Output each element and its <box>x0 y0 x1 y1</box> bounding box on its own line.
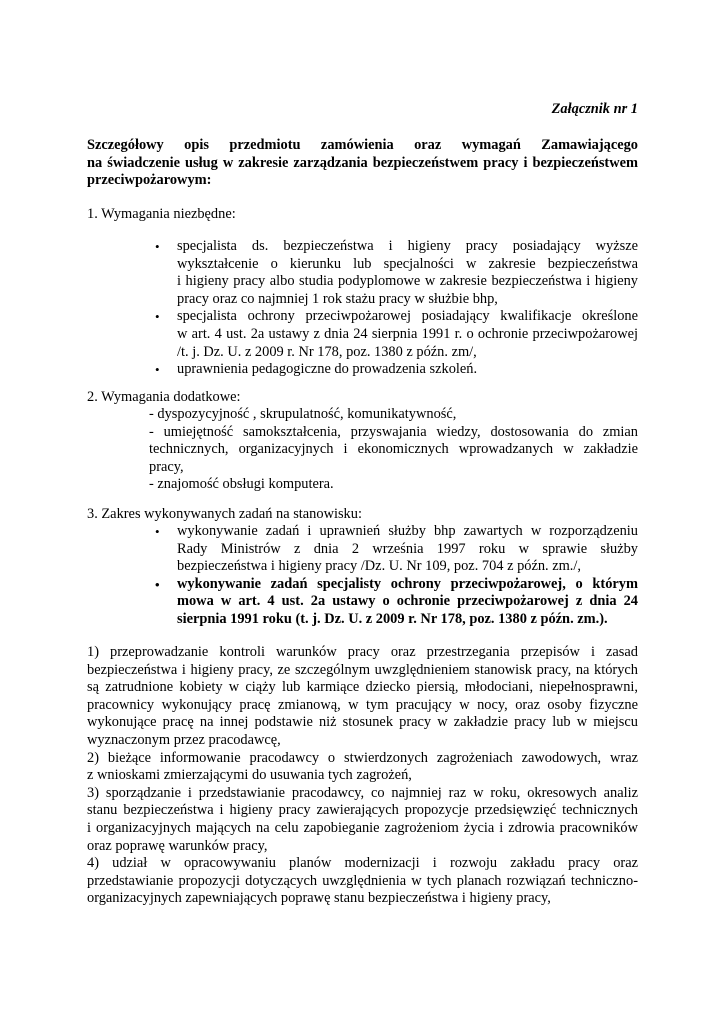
paragraph-line: wyznaczonym przez pracodawcę, <box>87 731 281 748</box>
list-item-line: bezpieczeństwa i higieny pracy /Dz. U. Nr 109, poz. 704 z późn. zm./, <box>177 558 582 575</box>
paragraph-line: z wnioskami zmierzającymi do usuwania tych zagrożeń, <box>87 767 412 784</box>
list-item-line: w art. 4 ust. 2a ustawy z dnia 24 sierpnia 1991 r. o ochronie przeciwpożarowej <box>177 325 638 342</box>
list-item <box>177 238 638 308</box>
section2-heading: 2. Wymagania dodatkowe: <box>87 389 241 405</box>
list-item-line: i higieny pracy albo studia podyplomowe w zakresie bezpieczeństwa i higieny <box>177 273 638 290</box>
section1-bullet-list <box>177 238 638 379</box>
paragraph-line: 4) udział w opracowywaniu planów modernizacji i rozwoju zakładu pracy oraz <box>87 855 638 872</box>
list-item <box>149 424 638 477</box>
list-item-line: - znajomość obsługi komputera. <box>149 476 334 493</box>
paragraph <box>87 785 638 855</box>
title-line: Szczegółowy opis przedmiotu zamówienia oraz wymagań Zamawiającego <box>87 137 638 153</box>
paragraph-line: organizacyjnych zapewniających poprawę stanu bezpieczeństwa i higieny pracy, <box>87 890 551 907</box>
paragraph-line: 1) przeprowadzanie kontroli warunków pracy oraz przestrzegania przepisów i zasad <box>87 644 638 660</box>
list-item <box>177 576 638 629</box>
list-item-line: • specjalista ds. bezpieczeństwa i higieny pracy posiadający wyższe <box>177 238 638 254</box>
list-item-line: technicznych, organizacyjnych i ekonomicznych wprowadzanych w zakładzie <box>149 441 638 458</box>
paragraph <box>87 750 638 785</box>
paragraph-line: 2) bieżące informowanie pracodawcy o stwierdzonych zagrożeniach zawodowych, wraz <box>87 749 638 766</box>
list-item-line: • specjalista ochrony przeciwpożarowej posiadający kwalifikacje określone <box>177 308 638 325</box>
list-item-line: pracy, <box>149 458 184 475</box>
duties-paragraphs <box>87 644 638 908</box>
paragraph-line: wykonujące pracę na innej podstawie niż stosunek pracy w zakładzie pracy lub w miejscu <box>87 714 638 731</box>
paragraph-line: oraz poprawę warunków pracy, <box>87 837 268 854</box>
list-item <box>149 476 638 494</box>
paragraph <box>87 855 638 908</box>
list-item-line: - umiejętność samokształcenia, przyswajania wiedzy, dostosowania do zmian <box>149 423 638 440</box>
section3-heading: 3. Zakres wykonywanych zadań na stanowisku: <box>87 506 362 522</box>
list-item-line: • uprawnienia pedagogiczne do prowadzenia szkoleń. <box>177 361 478 378</box>
paragraph <box>87 644 638 750</box>
list-item <box>177 308 638 361</box>
list-item-line: sierpnia 1991 roku (t. j. Dz. U. z 2009 r. Nr 178, poz. 1380 z późn. zm.). <box>177 610 608 627</box>
paragraph-line: i organizacyjnych mających na celu zapobieganie zagrożeniom życia i zdrowia pracowników <box>87 819 638 836</box>
title-line: na świadczenie usług w zakresie zarządzania bezpieczeństwem pracy i bezpieczeństwem <box>87 154 638 171</box>
section1-heading: 1. Wymagania niezbędne: <box>87 206 236 222</box>
paragraph-line: pracownicy wykonujący pracę zmianową, w tym pracujący w nocy, oraz osoby fizyczne <box>87 696 638 713</box>
annex-label: Załącznik nr 1 <box>551 101 638 117</box>
section2-list <box>149 406 638 494</box>
list-item-line: wykształcenie o kierunku lub specjalności w zakresie bezpieczeństwa <box>177 255 638 272</box>
document-title <box>87 137 638 190</box>
list-item-line: mowa w art. 4 ust. 2a ustawy o ochronie przeciwpożarowej z dnia 24 <box>177 593 638 610</box>
list-item <box>177 523 638 576</box>
paragraph-line: bezpieczeństwa i higieny pracy, ze szczególnym uwzględnieniem stanowisk pracy, na których <box>87 661 638 678</box>
paragraph-line: przedstawianie propozycji dotyczących uwzględnienia w tych planach rozwiązań techniczno- <box>87 872 638 889</box>
paragraph-line: stanu bezpieczeństwa i higieny pracy zawierających propozycje przedsięwzięć technicznych <box>87 802 638 819</box>
list-item <box>177 361 638 379</box>
list-item-line: pracy oraz co najmniej 1 rok stażu pracy w służbie bhp, <box>177 290 498 307</box>
paragraph-line: są zatrudnione kobiety w ciąży lub karmiące dziecko piersią, młodociani, niepełnosprawni, <box>87 679 638 696</box>
list-item-line: • wykonywanie zadań i uprawnień służby bhp zawartych w rozporządzeniu <box>177 523 638 539</box>
list-item-line: /t. j. Dz. U. z 2009 r. Nr 178, poz. 1380 z późn. zm/, <box>177 343 477 360</box>
list-item <box>149 406 638 424</box>
list-item-line: • wykonywanie zadań specjalisty ochrony przeciwpożarowej, o którym <box>177 575 638 592</box>
section3-bullet-list <box>177 523 638 629</box>
list-item-line: Rady Ministrów z dnia 2 września 1997 roku w sprawie służby <box>177 540 638 557</box>
list-item-line: - dyspozycyjność , skrupulatność, komunikatywność, <box>149 406 457 422</box>
paragraph-line: 3) sporządzanie i przedstawianie pracodawcy, co najmniej raz w roku, okresowych analiz <box>87 784 638 801</box>
title-line: przeciwpożarowym: <box>87 172 212 189</box>
